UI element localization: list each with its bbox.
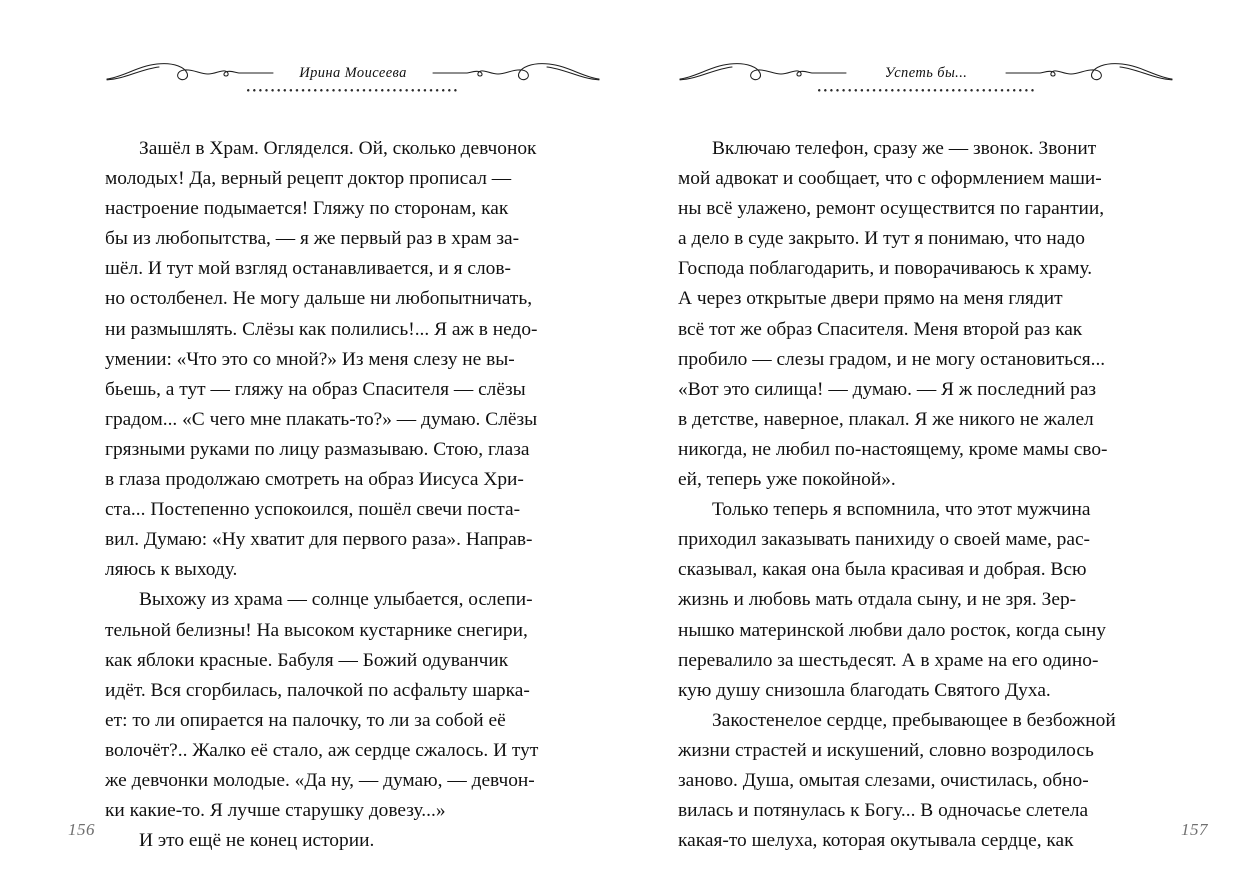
text-line: ни размышлять. Слёзы как полились!... Я аж в недо- <box>105 318 538 340</box>
text-line: бьешь, а тут — гляжу на образ Спасителя — слёзы <box>105 378 526 400</box>
text-line: бы из любопытства, — я же первый раз в храм за- <box>105 228 520 250</box>
flourish-ornament-mirrored-icon <box>429 58 601 88</box>
paragraph <box>105 585 601 826</box>
text-line: Закостенелое сердце, пребывающее в безбожной <box>712 709 1116 731</box>
text-line: никогда, не любил по-настоящему, кроме мамы сво- <box>678 438 1108 460</box>
text-line: жизнь и любовь мать отдала сыну, и не зря. Зер- <box>678 589 1077 611</box>
text-line: но остолбенел. Не могу дальше ни любопытничать, <box>105 288 533 310</box>
flourish-ornament-mirrored-icon <box>1002 58 1174 88</box>
text-line: волочёт?.. Жалко её стало, аж сердце сжалось. И тут <box>105 739 539 761</box>
running-head-dotted-rule <box>247 89 459 95</box>
running-head-title-right: Успеть бы... <box>884 64 968 81</box>
text-line: всё тот же образ Спасителя. Меня второй раз как <box>678 318 1083 340</box>
text-line: тельной белизны! На высоком кустарнике снегири, <box>105 619 528 641</box>
paragraph <box>105 826 601 856</box>
text-line: настроение подымается! Гляжу по сторонам, как <box>105 198 509 220</box>
text-line: Господа поблагодарить, и поворачиваюсь к храму. <box>678 258 1093 280</box>
text-line: заново. Душа, омытая слезами, очистилась, обно- <box>678 769 1089 791</box>
text-line: жизни страстей и искушений, словно возродилось <box>678 739 1094 761</box>
text-line: идёт. Вся сгорбилась, палочкой по асфальту шарка- <box>105 679 530 701</box>
running-head-right <box>678 58 1174 120</box>
running-head-row <box>678 58 1174 88</box>
text-line: грязными руками по лицу размазываю. Стою, глаза <box>105 438 530 460</box>
text-line: ляюсь к выходу. <box>105 559 238 581</box>
text-line: ей, теперь уже покойной». <box>678 469 896 491</box>
running-head-dotted-rule <box>818 89 1034 95</box>
text-line: как яблоки красные. Бабуля — Божий одуванчик <box>105 649 509 671</box>
text-line: молодых! Да, верный рецепт доктор прописал — <box>105 168 512 190</box>
paragraph <box>105 134 601 585</box>
text-line: А через открытые двери прямо на меня глядит <box>678 288 1063 310</box>
paragraph <box>678 495 1174 706</box>
text-line: Только теперь я вспомнила, что этот мужчина <box>712 499 1091 521</box>
text-line: «Вот это силища! — думаю. — Я ж последний раз <box>678 378 1097 400</box>
running-head-left <box>105 58 601 120</box>
text-line: пробило — слезы градом, и не могу остановиться... <box>678 348 1106 370</box>
text-line: Зашёл в Храм. Огляделся. Ой, сколько девчонок <box>139 138 537 159</box>
text-line: сказывал, какая она была красивая и добрая. Всю <box>678 559 1087 581</box>
text-line: ет: то ли опирается на палочку, то ли за собой её <box>105 709 506 731</box>
text-line: шёл. И тут мой взгляд останавливается, и я слов- <box>105 258 511 280</box>
text-line: а дело в суде закрыто. И тут я понимаю, что надо <box>678 228 1085 250</box>
body-text-right <box>678 134 1174 856</box>
text-line: умении: «Что это со мной?» Из меня слезу не вы- <box>105 348 515 370</box>
flourish-ornament-icon <box>678 58 850 88</box>
text-line: в глаза продолжаю смотреть на образ Иисуса Хри- <box>105 469 524 491</box>
paragraph <box>678 134 1174 495</box>
running-head-row <box>105 58 601 88</box>
text-line: мой адвокат и сообщает, что с оформлением маши- <box>678 168 1102 190</box>
text-line: ки какие-то. Я лучше старушку довезу...» <box>105 800 446 822</box>
text-line: нышко материнской любви дало росток, когда сыну <box>678 619 1106 641</box>
text-line: вил. Думаю: «Ну хватит для первого раза». Направ- <box>105 529 533 551</box>
text-line: И это ещё не конец истории. <box>139 830 375 852</box>
text-line: какая-то шелуха, которая окутывала сердце, как <box>678 830 1074 852</box>
text-line: ста... Постепенно успокоился, пошёл свечи поста- <box>105 499 521 521</box>
text-line: ны всё улажено, ремонт осуществится по гарантии, <box>678 198 1105 220</box>
body-text-left <box>105 134 601 856</box>
page-number-left: 156 <box>68 820 95 839</box>
text-line: же девчонки молодые. «Да ну, — думаю, — девчон- <box>105 769 535 791</box>
text-line: перевалило за шестьдесят. А в храме на его одино- <box>678 649 1099 671</box>
text-line: приходил заказывать панихиду о своей маме, рас- <box>678 529 1091 551</box>
text-line: кую душу снизошла благодать Святого Духа. <box>678 679 1051 701</box>
text-line: градом... «С чего мне плакать-то?» — думаю. Слёзы <box>105 408 538 430</box>
text-line: Включаю телефон, сразу же — звонок. Звонит <box>712 138 1097 159</box>
running-head-title-left: Ирина Моисеева <box>299 64 407 81</box>
paragraph <box>678 706 1174 856</box>
page-right <box>636 0 1260 882</box>
page-number-right: 157 <box>1181 820 1208 839</box>
text-line: вилась и потянулась к Богу... В одночасье слетела <box>678 800 1089 822</box>
text-line: Выхожу из храма — солнце улыбается, ослепи- <box>139 589 533 611</box>
flourish-ornament-icon <box>105 58 277 88</box>
text-line: в детстве, наверное, плакал. Я же никого не жалел <box>678 408 1094 430</box>
